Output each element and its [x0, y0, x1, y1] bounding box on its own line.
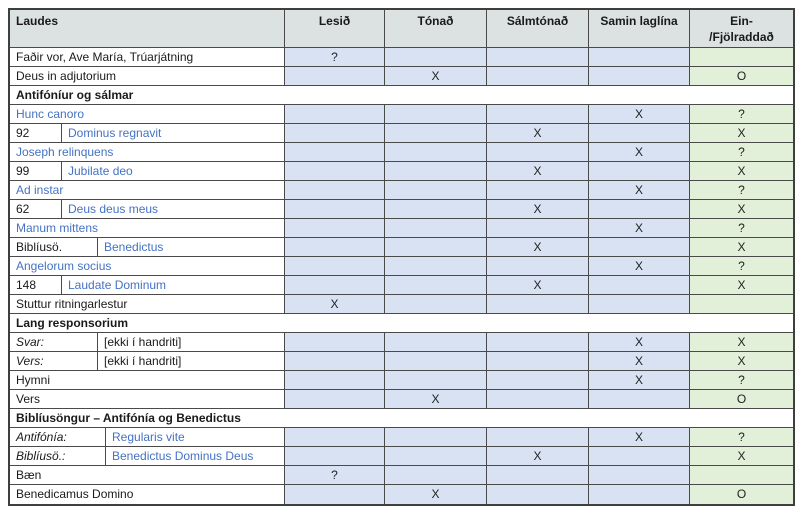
row-label: Regularis vite: [112, 430, 185, 444]
cell-laudes-name: [10, 333, 285, 352]
row-label: [ekki í handriti]: [104, 354, 182, 368]
cell-samin-laglina: [589, 390, 690, 409]
cell-laudes-name: [10, 485, 285, 504]
cell-lesid: [285, 428, 385, 447]
cell-laudes-name: [10, 276, 285, 295]
row-label: Deus deus meus: [68, 202, 159, 216]
cell-samin-laglina: X: [589, 371, 690, 390]
cell-tonad: [385, 466, 487, 485]
cell-samin-laglina: X: [589, 143, 690, 162]
cell-samin-laglina: X: [589, 428, 690, 447]
cell-salmtonad: [487, 466, 589, 485]
cell-salmtonad: X: [487, 238, 589, 257]
cell-ein-fjolraddad: X: [690, 276, 793, 295]
cell-tonad: X: [385, 67, 487, 86]
cell-samin-laglina: X: [589, 105, 690, 124]
laudes-table: [8, 8, 795, 506]
cell-tonad: [385, 219, 487, 238]
cell-samin-laglina: [589, 295, 690, 314]
cell-samin-laglina: [589, 485, 690, 504]
cell-salmtonad: X: [487, 200, 589, 219]
cell-tonad: [385, 276, 487, 295]
table-row: [10, 238, 793, 257]
cell-ein-fjolraddad: ?: [690, 143, 793, 162]
table-row: [10, 219, 793, 238]
cell-tonad: [385, 143, 487, 162]
cell-salmtonad: X: [487, 276, 589, 295]
cell-salmtonad: X: [487, 447, 589, 466]
cell-tonad: [385, 333, 487, 352]
cell-samin-laglina: X: [589, 181, 690, 200]
header-ein-line1: Ein-: [730, 14, 753, 28]
table-row: [10, 276, 793, 295]
header-cell-tonad: Tónað: [385, 10, 487, 48]
table-row: [10, 295, 793, 314]
cell-samin-laglina: [589, 67, 690, 86]
cell-tonad: [385, 200, 487, 219]
cell-samin-laglina: [589, 200, 690, 219]
cell-lesid: ?: [285, 466, 385, 485]
table-row: [10, 352, 793, 371]
row-label: Dominus regnavit: [68, 126, 162, 140]
cell-laudes-name: [10, 162, 285, 181]
table-header-row: [10, 10, 793, 48]
cell-laudes-name: [10, 466, 285, 485]
table-row: [10, 181, 793, 200]
cell-tonad: [385, 352, 487, 371]
row-label: Benedicamus Domino: [16, 487, 134, 501]
cell-laudes-name: [10, 390, 285, 409]
cell-salmtonad: [487, 219, 589, 238]
cell-laudes-name: [10, 257, 285, 276]
cell-laudes-name: [10, 48, 285, 67]
cell-salmtonad: [487, 371, 589, 390]
cell-salmtonad: [487, 48, 589, 67]
cell-ein-fjolraddad: X: [690, 447, 793, 466]
cell-tonad: [385, 257, 487, 276]
cell-tonad: [385, 295, 487, 314]
cell-ein-fjolraddad: X: [690, 124, 793, 143]
cell-samin-laglina: X: [589, 333, 690, 352]
row-label: Vers: [16, 392, 41, 406]
table-row: [10, 143, 793, 162]
cell-samin-laglina: [589, 238, 690, 257]
cell-lesid: ?: [285, 48, 385, 67]
cell-tonad: [385, 371, 487, 390]
table-row: [10, 485, 793, 504]
cell-samin-laglina: X: [589, 219, 690, 238]
cell-tonad: [385, 181, 487, 200]
row-label: Benedictus: [104, 240, 164, 254]
cell-samin-laglina: [589, 466, 690, 485]
row-label: [ekki í handriti]: [104, 335, 182, 349]
row-label: Jubilate deo: [68, 164, 133, 178]
header-ein-line2: /Fjölraddað: [709, 30, 774, 44]
cell-ein-fjolraddad: ?: [690, 105, 793, 124]
cell-lesid: [285, 485, 385, 504]
cell-ein-fjolraddad: ?: [690, 428, 793, 447]
table-row: [10, 390, 793, 409]
section-label: Biblíusöngur – Antifónía og Benedictus: [10, 409, 793, 428]
cell-salmtonad: [487, 390, 589, 409]
header-cell-salmtonad: Sálmtónað: [487, 10, 589, 48]
cell-lesid: [285, 276, 385, 295]
cell-tonad: [385, 105, 487, 124]
row-prefix: Antifónía:: [10, 428, 106, 446]
cell-salmtonad: [487, 67, 589, 86]
cell-lesid: [285, 352, 385, 371]
header-cell-lesid: Lesið: [285, 10, 385, 48]
row-label: Manum mittens: [16, 221, 99, 235]
cell-laudes-name: [10, 200, 285, 219]
cell-lesid: [285, 67, 385, 86]
cell-ein-fjolraddad: ?: [690, 257, 793, 276]
header-cell-ein-fjolraddad: [690, 10, 793, 48]
row-label: Hunc canoro: [16, 107, 85, 121]
table-row: [10, 371, 793, 390]
cell-salmtonad: [487, 257, 589, 276]
cell-ein-fjolraddad: X: [690, 352, 793, 371]
row-label: Hymni: [16, 373, 51, 387]
table-row: [10, 124, 793, 143]
cell-ein-fjolraddad: ?: [690, 371, 793, 390]
cell-laudes-name: [10, 371, 285, 390]
row-label: Bæn: [16, 468, 42, 482]
cell-lesid: [285, 371, 385, 390]
table-row: [10, 105, 793, 124]
row-prefix: 62: [10, 200, 62, 218]
cell-tonad: [385, 48, 487, 67]
table-row: [10, 447, 793, 466]
cell-ein-fjolraddad: X: [690, 238, 793, 257]
row-label: Angelorum socius: [16, 259, 112, 273]
cell-lesid: [285, 105, 385, 124]
cell-laudes-name: [10, 181, 285, 200]
header-cell-laudes: Laudes: [10, 10, 285, 48]
cell-salmtonad: [487, 143, 589, 162]
cell-ein-fjolraddad: X: [690, 333, 793, 352]
cell-samin-laglina: [589, 48, 690, 67]
cell-samin-laglina: [589, 124, 690, 143]
cell-tonad: X: [385, 485, 487, 504]
cell-laudes-name: [10, 238, 285, 257]
row-prefix: Vers:: [10, 352, 98, 370]
row-label: Ad instar: [16, 183, 64, 197]
cell-lesid: [285, 238, 385, 257]
cell-ein-fjolraddad: [690, 295, 793, 314]
row-label: Joseph relinquens: [16, 145, 114, 159]
cell-lesid: [285, 200, 385, 219]
cell-ein-fjolraddad: X: [690, 200, 793, 219]
header-cell-samin-laglina: Samin laglína: [589, 10, 690, 48]
cell-tonad: [385, 428, 487, 447]
cell-lesid: [285, 447, 385, 466]
table-row: [10, 257, 793, 276]
cell-laudes-name: [10, 219, 285, 238]
cell-laudes-name: [10, 67, 285, 86]
cell-salmtonad: [487, 295, 589, 314]
cell-samin-laglina: [589, 276, 690, 295]
cell-salmtonad: [487, 352, 589, 371]
cell-laudes-name: [10, 447, 285, 466]
row-prefix: Biblíusö.:: [10, 447, 106, 465]
cell-tonad: [385, 124, 487, 143]
cell-salmtonad: [487, 333, 589, 352]
cell-ein-fjolraddad: O: [690, 485, 793, 504]
cell-tonad: X: [385, 390, 487, 409]
table-row: [10, 162, 793, 181]
row-label: Laudate Dominum: [68, 278, 167, 292]
table-row: [10, 48, 793, 67]
cell-ein-fjolraddad: O: [690, 390, 793, 409]
cell-laudes-name: [10, 105, 285, 124]
table-row: [10, 200, 793, 219]
cell-samin-laglina: X: [589, 257, 690, 276]
section-row: [10, 86, 793, 105]
section-row: [10, 409, 793, 428]
row-label: Faðir vor, Ave María, Trúarjátning: [16, 50, 194, 64]
cell-tonad: [385, 162, 487, 181]
cell-samin-laglina: X: [589, 352, 690, 371]
cell-laudes-name: [10, 124, 285, 143]
cell-ein-fjolraddad: O: [690, 67, 793, 86]
cell-ein-fjolraddad: [690, 48, 793, 67]
cell-lesid: [285, 219, 385, 238]
cell-laudes-name: [10, 143, 285, 162]
row-prefix: 92: [10, 124, 62, 142]
cell-laudes-name: [10, 295, 285, 314]
row-prefix: 148: [10, 276, 62, 294]
cell-lesid: [285, 124, 385, 143]
cell-salmtonad: [487, 485, 589, 504]
section-label: Antifóníur og sálmar: [10, 86, 793, 105]
cell-laudes-name: [10, 352, 285, 371]
cell-lesid: X: [285, 295, 385, 314]
cell-lesid: [285, 181, 385, 200]
cell-ein-fjolraddad: ?: [690, 219, 793, 238]
table-body: [10, 48, 793, 504]
cell-salmtonad: X: [487, 162, 589, 181]
table-row: [10, 466, 793, 485]
table-row: [10, 428, 793, 447]
cell-ein-fjolraddad: X: [690, 162, 793, 181]
cell-lesid: [285, 257, 385, 276]
cell-salmtonad: [487, 428, 589, 447]
cell-lesid: [285, 143, 385, 162]
table-row: [10, 67, 793, 86]
cell-ein-fjolraddad: [690, 466, 793, 485]
cell-lesid: [285, 390, 385, 409]
cell-samin-laglina: [589, 162, 690, 181]
row-label: Benedictus Dominus Deus: [112, 449, 254, 463]
row-prefix: 99: [10, 162, 62, 180]
section-row: [10, 314, 793, 333]
table-row: [10, 333, 793, 352]
cell-laudes-name: [10, 428, 285, 447]
cell-salmtonad: [487, 105, 589, 124]
row-prefix: Biblíusö.: [10, 238, 98, 256]
cell-tonad: [385, 238, 487, 257]
cell-ein-fjolraddad: ?: [690, 181, 793, 200]
cell-salmtonad: [487, 181, 589, 200]
cell-tonad: [385, 447, 487, 466]
row-prefix: Svar:: [10, 333, 98, 351]
row-label: Deus in adjutorium: [16, 69, 117, 83]
row-label: Stuttur ritningarlestur: [16, 297, 128, 311]
cell-lesid: [285, 162, 385, 181]
cell-samin-laglina: [589, 447, 690, 466]
cell-lesid: [285, 333, 385, 352]
cell-salmtonad: X: [487, 124, 589, 143]
section-label: Lang responsorium: [10, 314, 793, 333]
